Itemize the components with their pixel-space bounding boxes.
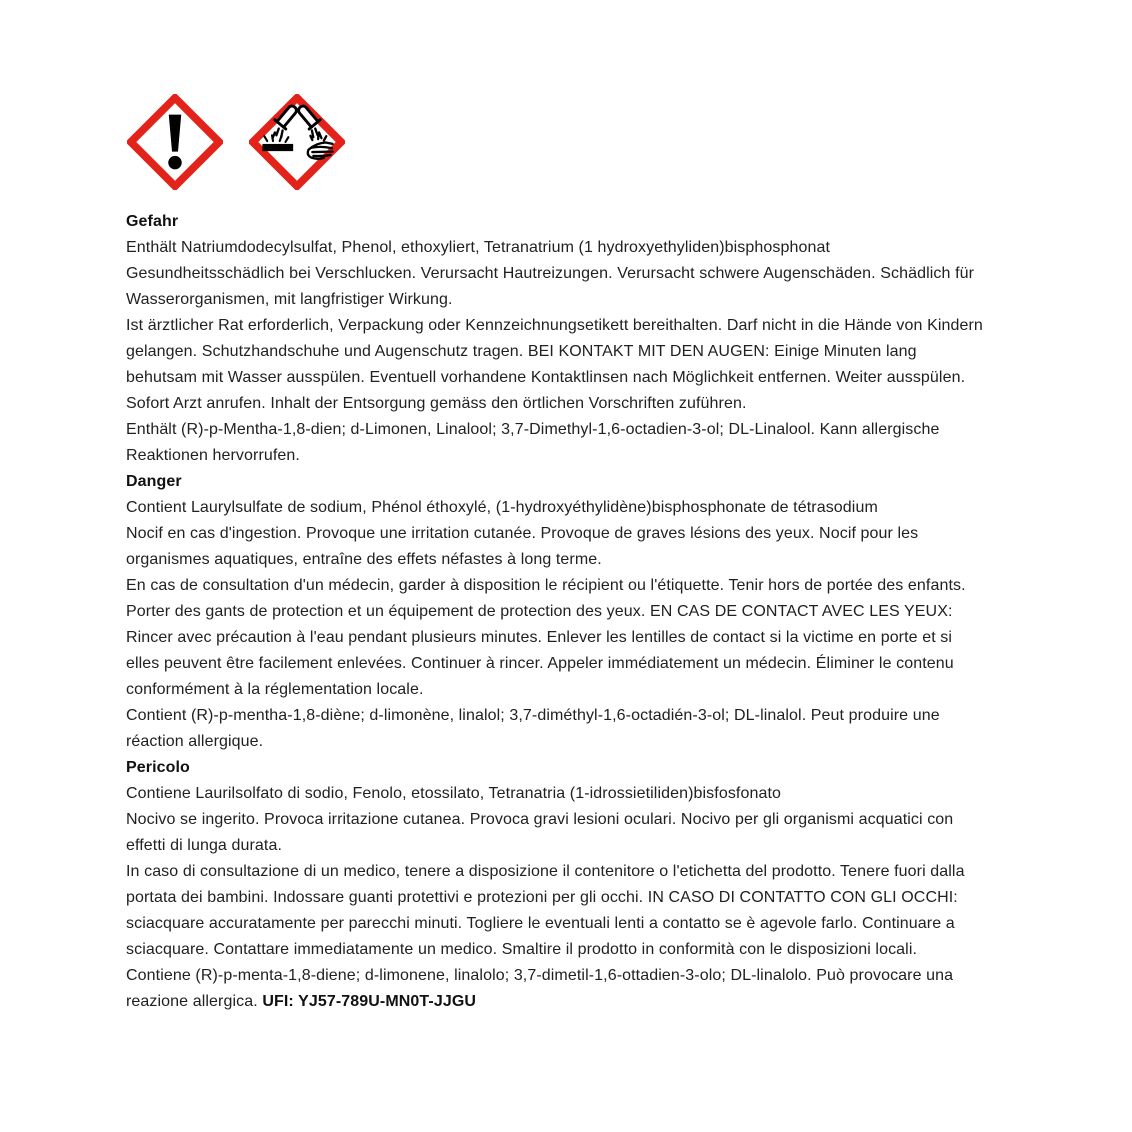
- ufi-code: UFI: YJ57-789U-MN0T-JJGU: [262, 993, 477, 1010]
- section-german: [126, 209, 988, 469]
- signal-word-fr: Danger: [126, 473, 182, 490]
- precautionary-statements-de: Ist ärztlicher Rat erforderlich, Verpackung oder Kennzeichnungsetikett bereithalten. Darf nicht in die Hände von Kindern gelangen. Schutzhandschuhe und Augenschutz tragen. BEI KONTAKT MIT DEN AUGEN: Einige Minuten lang behutsam mit Wasser ausspülen. Eventuell vorhandene Kontaktlinsen nach Möglichkeit entfernen. Weiter ausspülen. Sofort Arzt anrufen. Inhalt der Entsorgung gemäss den örtlichen Vorschriften zuführen.: [126, 317, 983, 412]
- pictogram-row: [127, 94, 345, 190]
- section-italian: [126, 755, 988, 1015]
- ingredients-statement-de: Enthält Natriumdodecylsulfat, Phenol, ethoxyliert, Tetranatrium (1 hydroxyethyliden)bisphosphonat: [126, 239, 831, 256]
- ingredients-statement-fr: Contient Laurylsulfate de sodium, Phénol éthoxylé, (1-hydroxyéthylidène)bisphosphonate de tétrasodium: [126, 499, 878, 516]
- precautionary-statements-it: In caso di consultazione di un medico, tenere a disposizione il contenitore o l'etichetta del prodotto. Tenere fuori dalla portata dei bambini. Indossare guanti protettivi e protezioni per gli occhi. IN CASO DI CONTATTO CON GLI OCCHI: sciacquare accuratamente per parecchi minuti. Togliere le eventuali lenti a contatto se è agevole farlo. Continuare a sciacquare. Contattare immediatamente un medico. Smaltire il prodotto in conformità con le disposizioni locali.: [126, 863, 965, 958]
- hazard-statements-de: Gesundheitsschädlich bei Verschlucken. Verursacht Hautreizungen. Verursacht schwere Augenschäden. Schädlich für Wasserorganismen, mit langfristiger Wirkung.: [126, 265, 975, 308]
- exclamation-mark-pictogram: [127, 94, 223, 190]
- hazard-statements-fr: Nocif en cas d'ingestion. Provoque une irritation cutanée. Provoque de graves lésions des yeux. Nocif pour les organismes aquatiques, entraîne des effets néfastes à long terme.: [126, 525, 919, 568]
- precautionary-statements-fr: En cas de consultation d'un médecin, garder à disposition le récipient ou l'étiquette. Tenir hors de portée des enfants. Porter des gants de protection et un équipement de protection des yeux. EN CAS DE CONTACT AVEC LES YEUX: Rincer avec précaution à l'eau pendant plusieurs minutes. Enlever les lentilles de contact si la victime en porte et si elles peuvent être facilement enlevées. Continuer à rincer. Appeler immédiatement un médecin. Éliminer le contenu conformément à la réglementation locale.: [126, 577, 966, 698]
- allergen-text-it: Contiene (R)-p-menta-1,8-diene; d-limonene, linalolo; 3,7-dimetil-1,6-ottadien-3-olo; DL-linalolo. Può provocare una reazione allergica.: [126, 967, 954, 1010]
- allergen-statement-fr: Contient (R)-p-mentha-1,8-diène; d-limonène, linalol; 3,7-diméthyl-1,6-octadién-3-ol; DL-linalol. Peut produire une réaction allergique.: [126, 707, 940, 750]
- section-french: [126, 469, 988, 755]
- signal-word-de: Gefahr: [126, 213, 179, 230]
- corrosion-pictogram: [249, 94, 345, 190]
- allergen-statement-it: [126, 963, 988, 1015]
- signal-word-it: Pericolo: [126, 759, 190, 776]
- label-text: [126, 209, 988, 1015]
- ingredients-statement-it: Contiene Laurilsolfato di sodio, Fenolo, etossilato, Tetranatria (1-idrossietiliden)bisfosfonato: [126, 785, 781, 802]
- allergen-statement-de: Enthält (R)-p-Mentha-1,8-dien; d-Limonen, Linalool; 3,7-Dimethyl-1,6-octadien-3-ol; DL-Linalool. Kann allergische Reaktionen hervorrufen.: [126, 421, 940, 464]
- hazard-statements-it: Nocivo se ingerito. Provoca irritazione cutanea. Provoca gravi lesioni oculari. Nocivo per gli organismi acquatici con effetti di lunga durata.: [126, 811, 954, 854]
